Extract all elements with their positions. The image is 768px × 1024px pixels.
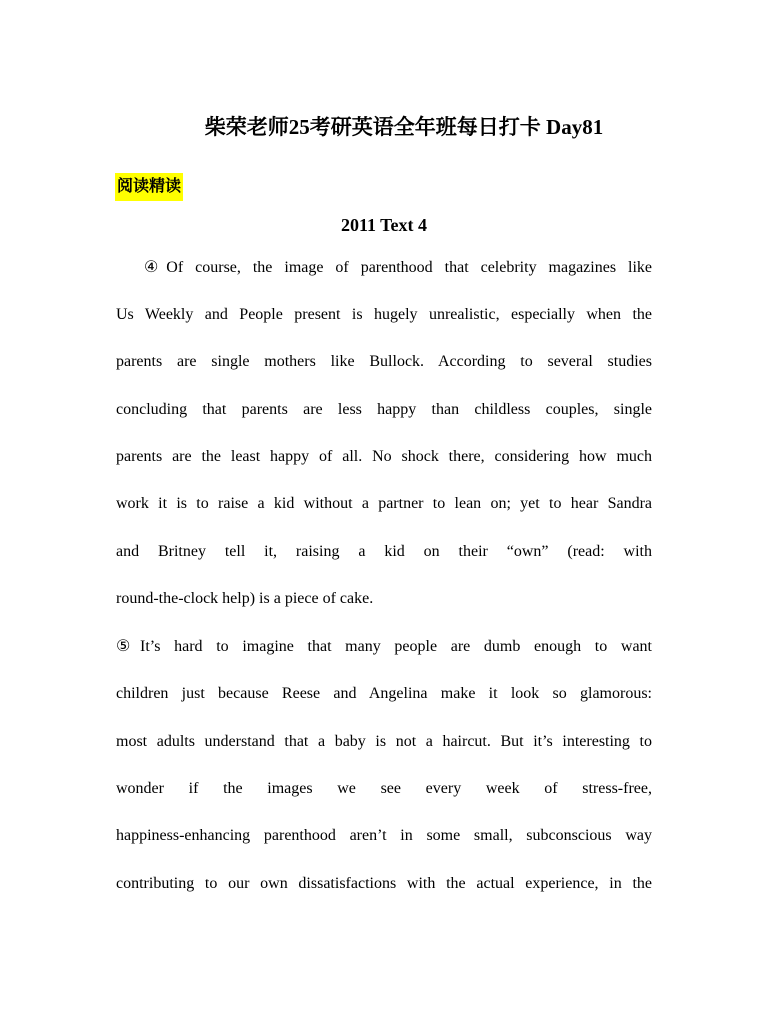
paragraph-line: parents are the least happy of all. No shock there, considering how much (116, 448, 652, 465)
paragraph-line: and Britney tell it, raising a kid on their “own” (read: with (116, 543, 652, 560)
paragraph-line: parents are single mothers like Bullock. According to several studies (116, 353, 652, 370)
paragraph-line: work it is to raise a kid without a partner to lean on; yet to hear Sandra (116, 495, 652, 512)
section-label-highlighted: 阅读精读 (115, 173, 183, 201)
paragraph-line: children just because Reese and Angelina make it look so glamorous: (116, 685, 652, 702)
paragraph-line: wonder if the images we see every week of stress-free, (116, 780, 652, 797)
paragraph-line: ④Of course, the image of parenthood that celebrity magazines like (144, 259, 652, 276)
paragraph-line: happiness-enhancing parenthood aren’t in some small, subconscious way (116, 827, 652, 844)
paragraph-line: most adults understand that a baby is not a haircut. But it’s interesting to (116, 733, 652, 750)
page-title: 柴荣老师25考研英语全年班每日打卡 Day81 (204, 115, 604, 139)
paragraph-line: ⑤It’s hard to imagine that many people are dumb enough to want (116, 638, 652, 655)
paragraph-line: round-the-clock help) is a piece of cake. (116, 590, 374, 607)
paragraph-line: Us Weekly and People present is hugely unrealistic, especially when the (116, 306, 652, 323)
paragraph-line: contributing to our own dissatisfactions with the actual experience, in the (116, 875, 652, 892)
text-heading: 2011 Text 4 (340, 215, 428, 235)
paragraph-line: concluding that parents are less happy than childless couples, single (116, 401, 652, 418)
